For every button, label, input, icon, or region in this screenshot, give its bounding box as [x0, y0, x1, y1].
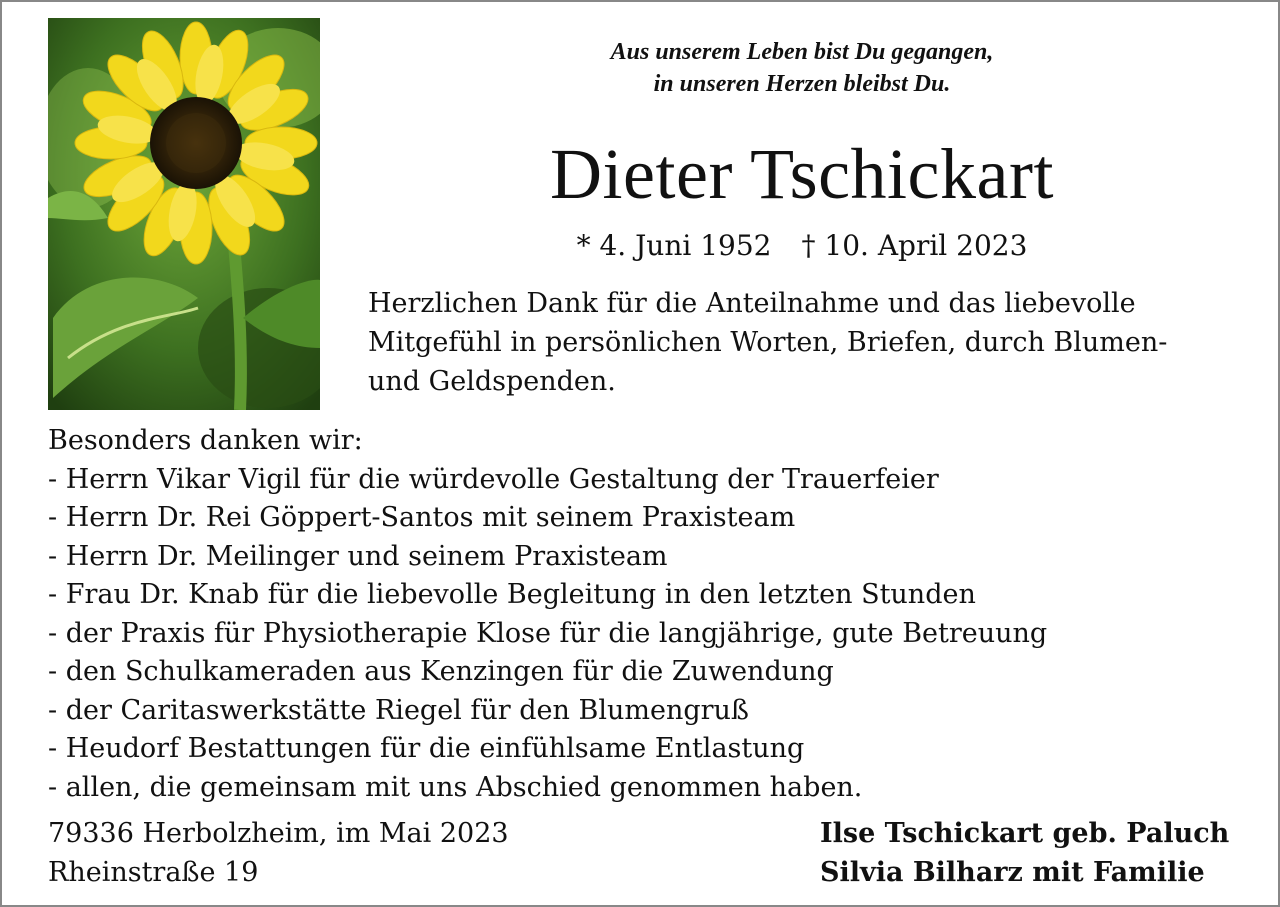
thanks-line: Mitgefühl in persönlichen Worten, Briefen, durch Blumen-: [368, 327, 1168, 358]
family-member: Silvia Bilharz mit Familie: [820, 857, 1205, 888]
deceased-name: Dieter Tschickart: [550, 134, 1054, 214]
sunflower-photo: [48, 18, 320, 410]
sunflower-image: [48, 18, 320, 410]
list-item: - allen, die gemeinsam mit uns Abschied genommen haben.: [48, 771, 863, 803]
memorial-quote: [422, 36, 1182, 100]
special-thanks-heading: Besonders danken wir:: [48, 425, 363, 456]
address-block: [48, 814, 509, 892]
list-item: - Herrn Vikar Vigil für die würdevolle Gestaltung der Trauerfeier: [48, 463, 939, 495]
quote-line: in unseren Herzen bleibst Du.: [653, 71, 951, 97]
list-item: - Frau Dr. Knab für die liebevolle Begleitung in den letzten Stunden: [48, 579, 976, 610]
quote-line: Aus unserem Leben bist Du gegangen,: [610, 39, 994, 65]
thanks-line: und Geldspenden.: [368, 366, 616, 397]
family-signature: [820, 814, 1229, 892]
list-item: - Heudorf Bestattungen für die einfühlsame Entlastung: [48, 733, 805, 764]
family-member: Ilse Tschickart geb. Paluch: [820, 818, 1230, 849]
special-thanks-list: [48, 422, 1228, 807]
death-date: † 10. April 2023: [801, 229, 1028, 262]
list-item: - der Praxis für Physiotherapie Klose für die langjährige, gute Betreuung: [48, 617, 1048, 649]
street: Rheinstraße 19: [48, 857, 259, 888]
list-item: - der Caritaswerkstätte Riegel für den Blumengruß: [48, 694, 749, 726]
list-item: - Herrn Dr. Rei Göppert-Santos mit seinem Praxisteam: [48, 502, 796, 533]
place-date: 79336 Herbolzheim, im Mai 2023: [48, 818, 509, 849]
birth-date: * 4. Juni 1952: [576, 229, 772, 262]
life-dates: [422, 226, 1182, 266]
thanks-line: Herzlichen Dank für die Anteilnahme und das liebevolle: [368, 288, 1136, 319]
list-item: - den Schulkameraden aus Kenzingen für die Zuwendung: [48, 656, 834, 687]
list-item: - Herrn Dr. Meilinger und seinem Praxisteam: [48, 540, 668, 572]
thanks-paragraph: [368, 284, 1248, 401]
